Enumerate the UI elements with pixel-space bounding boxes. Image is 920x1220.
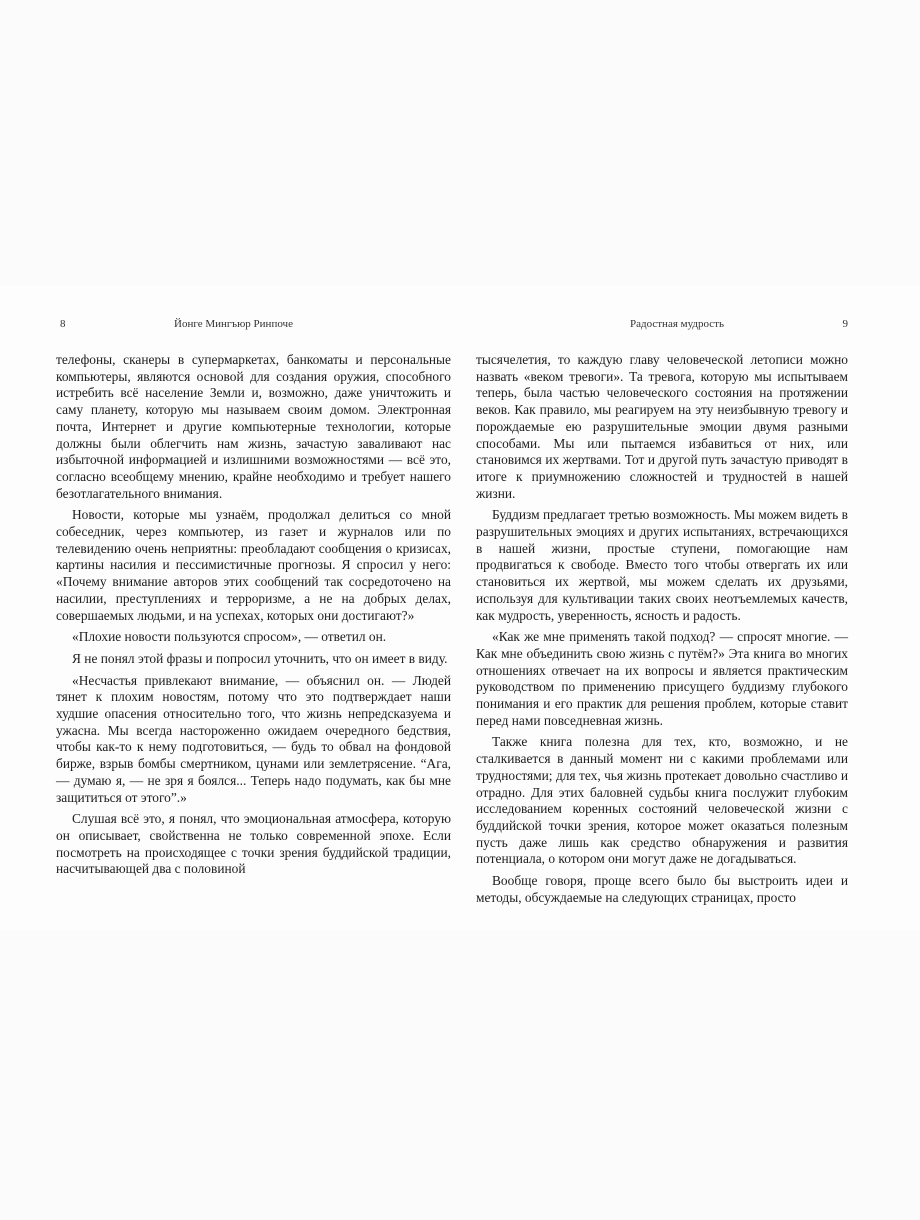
page-margin-bottom — [0, 930, 920, 1220]
left-page-number: 8 — [60, 318, 66, 330]
left-page-body — [56, 352, 451, 878]
paragraph: тысячелетия, то каждую главу человеческой летописи можно назвать «веком тревоги». Та тревога, которую мы испытываем теперь, была частью человеческого состояния на протяжении веков. Как правило, мы реагируем на эту неизбывную тревогу и порождаемые ею разрушительные эмоции двумя разными способами. Мы или пытаемся избавиться от них, или становимся их жертвами. Тот и другой путь зачастую приводят в итоге к приумножению сложностей и трудностей в нашей жизни. — [476, 352, 848, 501]
paragraph: Новости, которые мы узнаём, продолжал делиться со мной собеседник, через компьютер, из газет и журналов или по телевидению очень неприятны: преобладают сообщения о кризисах, картины насилия и пессимистичные прогнозы. Я спросил у него: «Почему внимание авторов этих сообщений так сосредоточено на насилии, преступлениях и терроризме, а не на добрых делах, совершаемых людьми, и на успехах, которых они достигают?» — [56, 507, 451, 623]
paragraph: «Несчастья привлекают внимание, — объяснил он. — Людей тянет к плохим новостям, потому что это подтверждает наши худшие опасения относительно того, что жизнь непредсказуема и ужасна. Мы всегда настороженно ожидаем очередного бедствия, чтобы как-то к нему подготовиться, — будь то обвал на фондовой бирже, взрыв бомбы смертником, цунами или землетрясение. “Ага, — думаю я, — не зря я боялся... Теперь надо подумать, как бы мне защититься от этого”.» — [56, 672, 451, 805]
paragraph: Я не понял этой фразы и попросил уточнить, что он имеет в виду. — [72, 650, 448, 666]
left-running-title: Йонге Мингъюр Ринпоче — [174, 318, 293, 330]
paragraph: Буддизм предлагает третью возможность. Мы можем видеть в разрушительных эмоциях и других испытаниях, встречающихся в нашей жизни, простые ступени, помогающие нам продвигаться к свободе. Вместо того чтобы отвергать их или становиться их жертвой, мы можем сделать их друзьями, используя для культивации таких своих неотъемлемых качеств, как мудрость, уверенность, ясность и радость. — [476, 507, 848, 623]
paragraph: Вообще говоря, проще всего было бы выстроить идеи и методы, обсуждаемые на следующих страницах, просто — [476, 873, 848, 905]
right-page-body — [476, 352, 848, 907]
left-running-head — [56, 318, 451, 338]
left-page — [56, 318, 451, 883]
paragraph: «Как же мне применять такой подход? — спросят многие. — Как мне объединить свою жизнь с путём?» Эта книга во многих отношениях отвечает на их вопросы и является практическим руководством по применению присущего буддизму глубокого понимания и его практик для решения проблем, которые ставит перед нами повседневная жизнь. — [476, 629, 848, 728]
right-page-number: 9 — [842, 318, 848, 330]
paragraph: Также книга полезна для тех, кто, возможно, и не сталкивается в данный момент ни с какими проблемами или трудностями; для тех, чья жизнь протекает довольно счастливо и отрадно. Для этих баловней судьбы книга послужит глубоким исследованием коренных состояний человеческой жизни с буддийской точки зрения, которое может оказаться полезным пусть даже лишь как средство обнаружения и развития потенциала, о котором они могут даже не догадываться. — [476, 734, 848, 867]
right-page — [476, 318, 848, 912]
right-running-title: Радостная мудрость — [630, 318, 724, 330]
paragraph: «Плохие новости пользуются спросом», — ответил он. — [72, 629, 387, 645]
paragraph: телефоны, сканеры в супермаркетах, банкоматы и персональные компьютеры, являются основой для создания оружия, способного истребить всё население Земли и, возможно, даже уничтожить и саму планету, которую мы называем своим домом. Электронная почта, Интернет и другие компьютерные технологии, которые должны были облегчить нам жизнь, зачастую заваливают нас избыточной информацией и излишними возможностями — всё это, согласно всеобщему мнению, крайне необходимо и требует нашего безотлагательного внимания. — [56, 352, 451, 501]
paragraph: Слушая всё это, я понял, что эмоциональная атмосфера, которую он описывает, свойственна не только современной эпохе. Если посмотреть на происходящее с точки зрения буддийской традиции, насчитывающей два с половиной — [56, 811, 451, 877]
page-margin-top — [0, 0, 920, 285]
right-running-head — [476, 318, 848, 338]
